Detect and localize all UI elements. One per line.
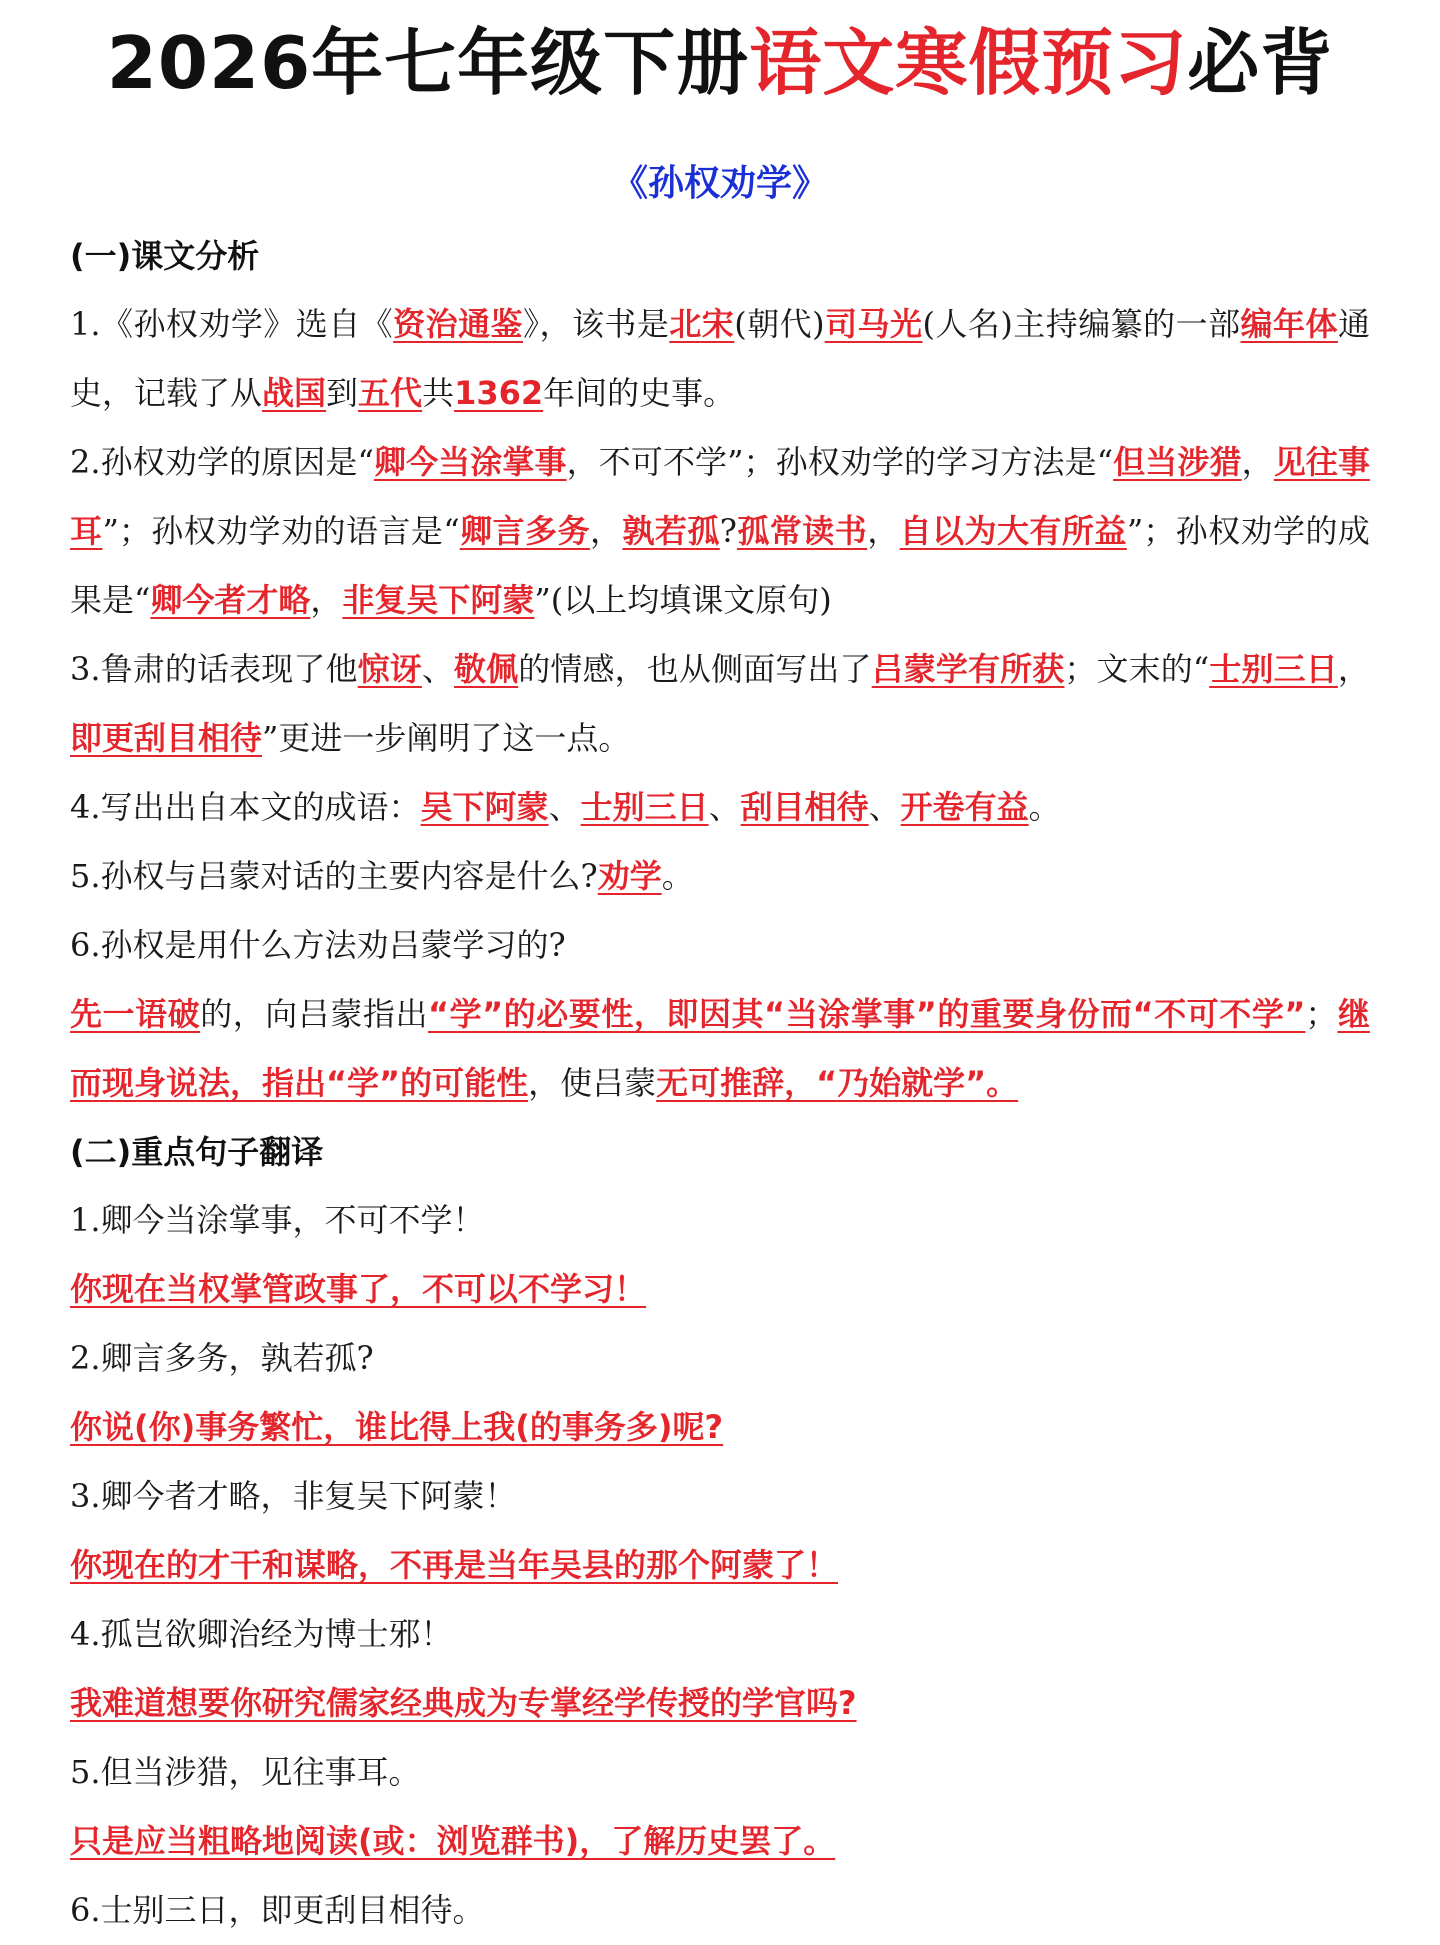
answer: 士别三日 — [1209, 650, 1338, 688]
text: 1.《孙权劝学》选自《 — [70, 305, 394, 343]
text: 到 — [326, 374, 359, 412]
text: 3.鲁肃的话表现了他 — [70, 650, 358, 688]
text: 6.孙权是用什么方法劝吕蒙学习的? — [70, 926, 566, 964]
text: 4.写出出自本文的成语： — [70, 788, 421, 826]
title-black: 2026年七年级下册 — [106, 21, 750, 105]
text: 。 — [1028, 788, 1061, 826]
answer: 孤常读书 — [736, 512, 868, 550]
answer: 自以为大有所益 — [899, 512, 1127, 550]
answer-text: 我难道想要你研究儒家经典成为专掌经学传授的学官吗? — [70, 1684, 857, 1722]
text: (朝代) — [734, 305, 825, 343]
answer: 五代 — [358, 374, 423, 412]
text: ， — [310, 581, 343, 619]
text: 通史，记载了从 — [70, 305, 1370, 412]
question-5 — [70, 842, 1370, 911]
text: 》，该书是 — [523, 305, 670, 343]
answer: 战国 — [262, 374, 327, 412]
text: ”(以上均填课文原句) — [534, 581, 832, 619]
text: ”；孙权劝学的成果是“ — [70, 512, 1370, 619]
answer-text: 你说(你)事务繁忙，谁比得上我(的事务多)呢? — [70, 1408, 724, 1446]
text: 年间的史事。 — [543, 374, 736, 412]
text: 。 — [661, 857, 694, 895]
text: ， — [1337, 650, 1370, 688]
answer: 卿今者才略 — [150, 581, 311, 619]
answer: 司马光 — [824, 305, 923, 343]
question-1 — [70, 290, 1370, 428]
text: ”；孙权劝学劝的语言是“ — [102, 512, 460, 550]
question-4 — [70, 773, 1370, 842]
question-3 — [70, 635, 1370, 773]
translation-question: 3.卿今者才略，非复吴下阿蒙！ — [70, 1477, 517, 1515]
answer: 刮目相待 — [740, 788, 869, 826]
translation-question: 2.卿言多务，孰若孤? — [70, 1339, 374, 1377]
text: ? — [719, 512, 737, 550]
translation-question: 1.卿今当涂掌事，不可不学！ — [70, 1201, 485, 1239]
translation-list — [70, 1186, 1370, 1945]
text: 、 — [868, 788, 901, 826]
translation-answer — [70, 1393, 1370, 1462]
text: ， — [589, 512, 623, 550]
answer: 继而现身说法，指出“学”的可能性 — [70, 995, 1370, 1102]
answer: 士别三日 — [580, 788, 709, 826]
answer: 1362 — [454, 374, 544, 412]
page-title — [70, 0, 1370, 112]
answer: 卿今当涂掌事 — [373, 443, 567, 481]
translation-answer — [70, 1531, 1370, 1600]
answer: 先一语破 — [70, 995, 201, 1033]
text: ；文末的“ — [1064, 650, 1210, 688]
answer: 但当涉猎 — [1113, 443, 1242, 481]
answer: 吴下阿蒙 — [420, 788, 549, 826]
title-end: 必背 — [1187, 21, 1334, 105]
translation-question: 4.孤岂欲卿治经为博士邪！ — [70, 1615, 453, 1653]
answer: 惊讶 — [357, 650, 422, 688]
answer: 即更刮目相待 — [70, 719, 263, 757]
answer: 无可推辞，“乃始就学”。 — [656, 1064, 1019, 1102]
question-6-answer — [70, 980, 1370, 1118]
translation-answer — [70, 1669, 1370, 1738]
answer: 开卷有益 — [900, 788, 1029, 826]
text: 、 — [548, 788, 581, 826]
text: (人名)主持编纂的一部 — [922, 305, 1241, 343]
translation-question: 5.但当涉猎，见往事耳。 — [70, 1753, 421, 1791]
text: ，不可不学”；孙权劝学的学习方法是“ — [566, 443, 1114, 481]
text: 、 — [708, 788, 741, 826]
answer: 北宋 — [669, 305, 735, 343]
section-heading-analysis: (一)课文分析 — [70, 237, 260, 275]
text: 2.孙权劝学的原因是“ — [70, 443, 374, 481]
answer: 吕蒙学有所获 — [871, 650, 1065, 688]
translation-question: 6.士别三日，即更刮目相待。 — [70, 1891, 485, 1929]
text: ， — [867, 512, 900, 550]
answer-text: 你现在的才干和谋略，不再是当年吴县的那个阿蒙了！ — [70, 1546, 839, 1584]
answer: 资治通鉴 — [393, 305, 524, 343]
answer: 非复吴下阿蒙 — [342, 581, 535, 619]
question-2 — [70, 428, 1370, 635]
translation-answer — [70, 1807, 1370, 1876]
section-heading-translation: (二)重点句子翻译 — [70, 1133, 324, 1171]
text: ”更进一步阐明了这一点。 — [262, 719, 631, 757]
text: ； — [1305, 995, 1338, 1033]
translation-answer — [70, 1255, 1370, 1324]
text: ， — [1241, 443, 1274, 481]
text: ，使吕蒙 — [528, 1064, 657, 1102]
text: 的，向吕蒙指出 — [200, 995, 428, 1033]
text: 5.孙权与吕蒙对话的主要内容是什么? — [70, 857, 598, 895]
answer-text: 你现在当权掌管政事了，不可以不学习！ — [70, 1270, 647, 1308]
title-red: 语文寒假预习 — [749, 21, 1188, 105]
answer-text: 只是应当粗略地阅读(或：浏览群书)，了解历史罢了。 — [70, 1822, 836, 1860]
answer: 劝学 — [597, 857, 662, 895]
answer: 编年体 — [1240, 305, 1338, 343]
answer: 见往事耳 — [70, 443, 1370, 550]
question-6-prompt — [70, 911, 1370, 980]
text: 、 — [421, 650, 455, 688]
answer: “学”的必要性，即因其“当涂掌事”的重要身份而“不可不学” — [428, 995, 1306, 1033]
text: 共 — [422, 374, 455, 412]
text: 的情感，也从侧面写出了 — [518, 650, 872, 688]
lesson-title: 《孙权劝学》 — [611, 163, 828, 204]
answer: 卿言多务 — [459, 512, 590, 550]
answer: 敬佩 — [454, 650, 519, 688]
answer: 孰若孤 — [622, 512, 720, 550]
